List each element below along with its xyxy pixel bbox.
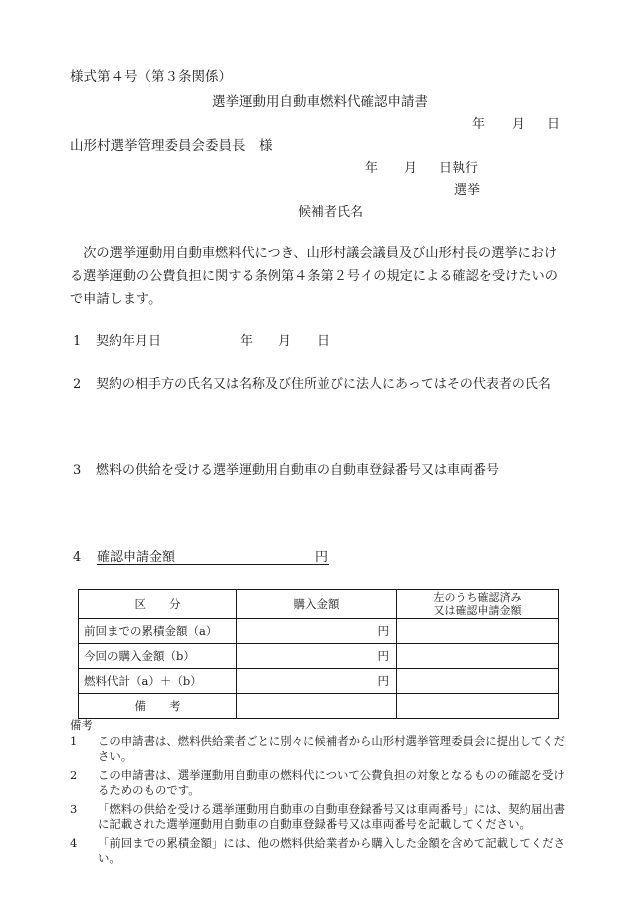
election-date-year: 年 [365, 161, 379, 176]
submission-date-day: 日 [547, 117, 561, 132]
row-fuel-total-confirmed [397, 669, 559, 694]
item-3-label: 燃料の供給を受ける選挙運動用自動車の自動車登録番号又は車両番号 [96, 463, 500, 478]
header-confirmed-amount [397, 590, 559, 619]
submission-date-month: 月 [512, 117, 526, 132]
note-item [70, 768, 570, 798]
item-2-number: 2 [73, 377, 82, 392]
item-3-number: 3 [73, 463, 82, 478]
document-title: 選挙運動用自動車燃料代確認申請書 [212, 94, 428, 110]
fuel-cost-table [78, 589, 559, 719]
item-2-label: 契約の相手方の氏名又は名称及び住所並びに法人にあってはその代表者の氏名 [96, 377, 551, 392]
item-1-label: 契約年月日 [96, 334, 162, 349]
row-previous-total-purchase: 円 [237, 619, 397, 644]
election-name-label: 選挙 [454, 183, 481, 198]
item-1-year: 年 [240, 334, 254, 349]
table-row [79, 694, 559, 719]
note-text: 「燃料の供給を受ける選挙運動用自動車の自動車登録番号又は車両番号」には、契約届出書に記載された選挙運動用自動車の自動車登録番号又は車両番号を記載してください。 [98, 802, 566, 831]
election-date-month: 月 [404, 161, 418, 176]
row-remarks-confirmed [397, 694, 559, 719]
application-statement [70, 242, 565, 311]
item-4-unit: 円 [315, 550, 329, 565]
item-4-label: 確認申請金額 [97, 550, 176, 565]
addressee: 山形村選挙管理委員会委員長 様 [70, 138, 273, 154]
table-row [79, 644, 559, 669]
row-current-purchase-confirmed [397, 644, 559, 669]
row-previous-total-confirmed [397, 619, 559, 644]
header-confirmed-line2: 又は確認申請金額 [433, 604, 522, 617]
note-number: 4 [70, 836, 78, 850]
header-purchase-amount: 購入金額 [237, 590, 397, 619]
note-text: 「前回までの累積金額」には、他の燃料供給業者から購入した金額を含めて記載してください。 [98, 836, 566, 865]
note-number: 3 [70, 802, 78, 816]
table-row [79, 619, 559, 644]
note-item [70, 802, 570, 832]
row-fuel-total-label: 燃料代計（a）＋（b） [79, 669, 237, 694]
note-text: この申請書は、燃料供給業者ごとに別々に候補者から山形村選挙管理委員会に提出してください。 [98, 734, 566, 763]
row-current-purchase-purchase: 円 [237, 644, 397, 669]
candidate-name-label: 候補者氏名 [298, 205, 364, 220]
item-1-number: 1 [73, 334, 82, 349]
item-1-month: 月 [278, 334, 292, 349]
row-previous-total-label: 前回までの累積金額（a） [79, 619, 237, 644]
notes-section [70, 718, 570, 870]
amount-underline [97, 551, 329, 565]
note-item [70, 836, 570, 866]
item-4-number: 4 [73, 550, 82, 565]
note-number: 2 [70, 768, 78, 782]
header-confirmed-line1: 左のうち確認済み [433, 591, 522, 604]
election-date-day: 日執行 [439, 161, 479, 176]
note-item [70, 734, 570, 764]
application-statement-text: 次の選挙運動用自動車燃料代につき、山形村議会議員及び山形村長の選挙における選挙運動の公費負担に関する条例第４条第２号イの規定による確認を受けたいので申請します。 [70, 246, 558, 307]
note-text: この申請書は、選挙運動用自動車の燃料代について公費負担の対象となるものの確認を受けるためのものです。 [98, 768, 565, 797]
row-fuel-total-purchase: 円 [237, 669, 397, 694]
notes-title: 備考 [70, 718, 93, 732]
table-row [79, 669, 559, 694]
table-header-row [79, 590, 559, 619]
note-number: 1 [70, 734, 78, 748]
row-remarks-label: 備 考 [79, 694, 237, 719]
form-number: 様式第４号（第３条関係） [70, 69, 232, 85]
header-category: 区 分 [79, 590, 237, 619]
row-current-purchase-label: 今回の購入金額（b） [79, 644, 237, 669]
item-1-day: 日 [317, 334, 331, 349]
row-remarks-purchase [237, 694, 397, 719]
submission-date-year: 年 [472, 117, 486, 132]
